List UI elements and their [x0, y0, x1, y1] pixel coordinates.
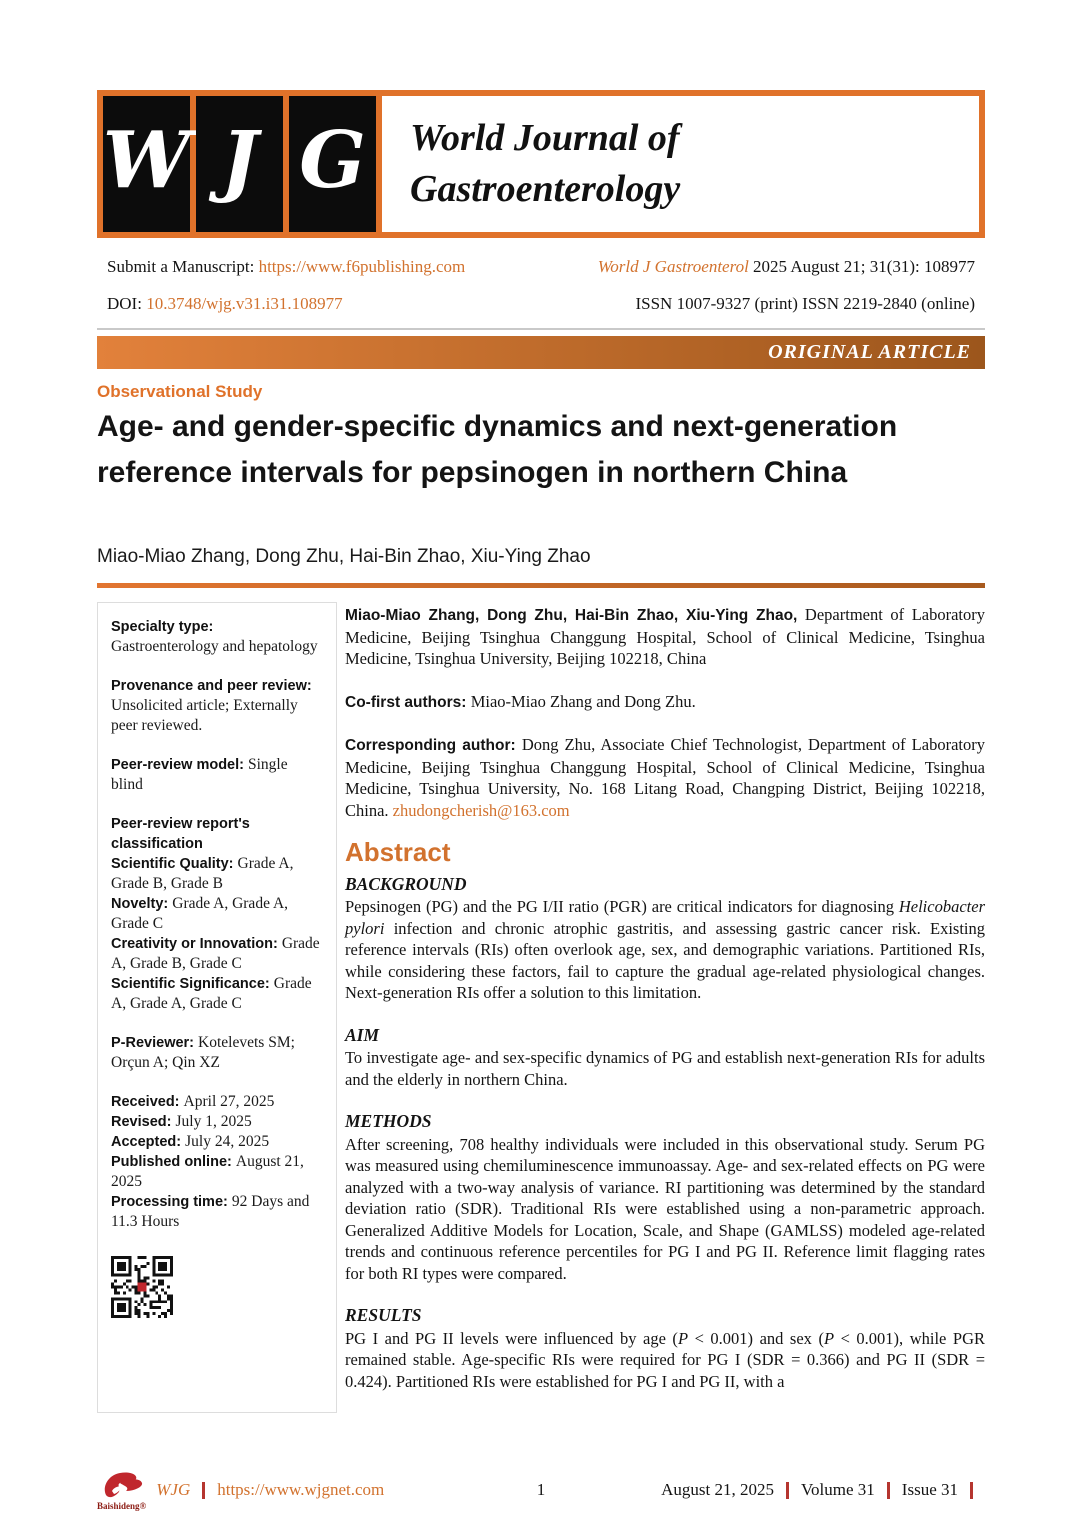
footer-separator-4 — [970, 1482, 973, 1499]
sidebar-significance — [111, 974, 323, 1014]
footer-url-link[interactable]: https://www.wjgnet.com — [217, 1480, 385, 1499]
logo-letter-w: W — [103, 96, 196, 232]
manuscript-meta-row — [107, 257, 975, 277]
footer-separator-3 — [887, 1482, 890, 1499]
page-footer — [97, 1462, 985, 1518]
abstract-heading: Abstract — [345, 837, 451, 867]
methods-paragraph: After screening, 708 healthy individuals were included in this observational study. Serum PG was measured using chemiluminescence immunoassay. Age- and sex-related effects on PG were analyzed with a two-way analysis of variance. RI partitioning was determined by the standard deviation ratio (SDR). Traditional RIs were established using a non-parametric approach. Generalized Additive Models for Location, Scale, and Shape (GAMLSS) modeled age-related trends and continuous reference percentiles for PG I and PG II. Reference limit flagging rates for both RI types were compared. — [345, 1134, 985, 1283]
citation — [598, 257, 975, 277]
footer-brand: WJG — [156, 1480, 191, 1499]
footer-separator-1 — [202, 1482, 205, 1499]
doi-issn-row — [107, 294, 975, 314]
footer-issue: Issue 31 — [901, 1480, 958, 1499]
citation-journal: World J Gastroenterol — [597, 257, 749, 276]
sidebar-provenance-value: Unsolicited article; Externally peer reviewed. — [111, 697, 298, 734]
sidebar-revised-label: Revised: — [111, 1114, 176, 1130]
sidebar-review-model-label: Peer-review model: — [111, 757, 248, 773]
background-text-2: infection and chronic atrophic gastritis, and assessing gastric cancer risk. Existing reference intervals (RIs) often overlook age, sex, and demographic variations. Partitioned RIs, while considering these factors, fail to capture the gradual age-related physiological changes. Next-generation RIs offer a solution to this limitation. — [345, 918, 985, 1002]
sidebar-previewer — [111, 1033, 323, 1073]
background-heading: BACKGROUND — [345, 873, 467, 894]
sidebar-creativity-label: Creativity or Innovation: — [111, 936, 282, 952]
affiliation-authors: Miao-Miao Zhang, Dong Zhu, Hai-Bin Zhao, Xiu-Ying Zhao, — [345, 607, 798, 624]
sidebar-processing-time-label: Processing time: — [111, 1194, 232, 1210]
content-columns — [97, 602, 985, 1413]
sidebar-published — [111, 1152, 323, 1192]
sidebar-received-label: Received: — [111, 1094, 184, 1110]
page-number: 1 — [536, 1480, 546, 1499]
logo-letter-j: J — [196, 96, 289, 232]
background-italic-term: Helicobacter pylori — [345, 897, 985, 938]
sidebar-revised-value: July 1, 2025 — [175, 1113, 252, 1130]
sidebar-accepted-value: July 24, 2025 — [185, 1133, 270, 1150]
background-text-1: Pepsinogen (PG) and the PG I/II ratio (PGR) are critical indicators for diagnosing — [345, 897, 899, 916]
aim-heading: AIM — [345, 1024, 380, 1045]
sidebar-novelty-label: Novelty: — [111, 896, 173, 912]
footer-separator-2 — [786, 1482, 789, 1499]
submit-label: Submit a Manuscript: — [107, 257, 259, 276]
metadata-sidebar — [97, 602, 337, 1413]
article-body — [345, 602, 985, 1413]
sidebar-creativity-value: Grade A, Grade B, Grade C — [111, 935, 320, 972]
sidebar-published-value: August 21, 2025 — [111, 1153, 304, 1190]
article-type: Observational Study — [97, 382, 263, 401]
corresponding-value: Dong Zhu, Associate Chief Technologist, Department of Laboratory Medicine, Beijing Tsinghua Changgung Hospital, School of Clinical Medicine, Tsinghua Medicine, Tsinghua University, No. 168 Litang Road, Changping District, Beijing 102218, China. — [345, 735, 985, 820]
cofirst-label: Co-first authors: — [345, 693, 471, 711]
footer-date: August 21, 2025 — [661, 1480, 774, 1499]
sidebar-scientific-quality — [111, 854, 323, 894]
corresponding-email-link[interactable]: zhudongcherish@163.com — [392, 800, 570, 820]
sidebar-received-value: April 27, 2025 — [183, 1093, 275, 1110]
background-paragraph — [345, 896, 985, 1004]
footer-right — [661, 1480, 985, 1500]
journal-title-line1: World Journal of — [410, 116, 680, 159]
results-text-1: PG I and PG II levels were influenced by age ( — [345, 1328, 678, 1348]
sidebar-specialty-label: Specialty type: — [111, 619, 214, 635]
results-paragraph — [345, 1328, 985, 1393]
submit-manuscript — [107, 257, 465, 277]
sidebar-processing-time — [111, 1192, 323, 1232]
journal-title-line2: Gastroenterology — [410, 168, 681, 210]
doi-label: DOI: — [107, 294, 147, 313]
sidebar-novelty-value: Grade A, Grade A, Grade C — [111, 895, 289, 932]
cofirst-paragraph — [345, 691, 985, 714]
sidebar-specialty-value: Gastroenterology and hepatology — [111, 638, 318, 655]
baishideng-logo-icon — [100, 1469, 144, 1503]
sidebar-creativity — [111, 934, 323, 974]
methods-heading: METHODS — [345, 1111, 432, 1131]
sidebar-specialty — [111, 617, 323, 657]
sidebar-classification-heading — [111, 814, 323, 854]
journal-logo — [97, 90, 985, 238]
sidebar-novelty — [111, 894, 323, 934]
cofirst-value: Miao-Miao Zhang and Dong Zhu. — [470, 691, 696, 711]
sidebar-scientific-quality-label: Scientific Quality: — [111, 856, 238, 872]
sidebar-accepted-label: Accepted: — [111, 1134, 186, 1150]
affiliation-text: Department of Laboratory Medicine, Beijing Tsinghua Changgung Hospital, School of Clinical Medicine, Tsinghua Medicine, Tsinghua University, Beijing 102218, China — [345, 605, 986, 668]
sidebar-review-model — [111, 755, 323, 795]
header-divider — [97, 328, 985, 330]
banner-label: ORIGINAL ARTICLE — [768, 341, 971, 363]
sidebar-provenance-label: Provenance and peer review: — [111, 678, 312, 694]
sidebar-published-label: Published online: — [111, 1154, 236, 1170]
logo-letter-g: G — [289, 96, 382, 232]
aim-paragraph: To investigate age- and sex-specific dynamics of PG and establish next-generation RIs for adults and the elderly in northern China. — [345, 1048, 985, 1089]
sidebar-accepted — [111, 1132, 323, 1152]
sidebar-previewer-label: P-Reviewer: — [111, 1035, 199, 1051]
sidebar-revised — [111, 1112, 323, 1132]
corresponding-label: Corresponding author: — [345, 737, 522, 754]
journal-title — [382, 96, 979, 232]
sidebar-classification-label: Peer-review report's classification — [111, 816, 250, 852]
footer-left — [97, 1469, 384, 1511]
sidebar-review-model-value: Single blind — [111, 756, 288, 793]
sidebar-scientific-quality-value: Grade A, Grade B, Grade B — [111, 855, 294, 892]
submit-url-link[interactable]: https://www.f6publishing.com — [258, 257, 466, 276]
citation-rest: 2025 August 21; 31(31): 108977 — [748, 257, 975, 276]
results-text-2: < 0.001) and sex ( — [688, 1328, 824, 1348]
sidebar-previewer-value: Kotelevets SM; Orçun A; Qin XZ — [111, 1034, 295, 1071]
issn: ISSN 1007-9327 (print) ISSN 2219-2840 (online) — [635, 294, 975, 313]
affiliation-paragraph — [345, 604, 985, 670]
doi — [107, 294, 343, 314]
baishideng-logo-text: Baishideng® — [97, 1501, 147, 1511]
qr-code[interactable] — [111, 1256, 323, 1324]
authors-divider-rule — [97, 583, 985, 588]
results-heading: RESULTS — [345, 1305, 422, 1325]
sidebar-received — [111, 1092, 323, 1112]
sidebar-processing-time-value: 92 Days and 11.3 Hours — [111, 1193, 310, 1230]
results-text-3: < 0.001), while PGR remained stable. Age-specific RIs were required for PG I (SDR = 0.366) and PG II (SDR = 0.424). Partitioned RIs were established for PG I and PG II, with a — [345, 1328, 985, 1391]
author-list: Miao-Miao Zhang, Dong Zhu, Hai-Bin Zhao, Xiu-Ying Zhao — [97, 546, 591, 567]
corresponding-paragraph — [345, 734, 985, 821]
sidebar-significance-value: Grade A, Grade A, Grade C — [111, 975, 312, 1012]
results-p-italic-1: P — [677, 1328, 689, 1348]
doi-link[interactable]: 10.3748/wjg.v31.i31.108977 — [146, 294, 343, 313]
footer-volume: Volume 31 — [800, 1480, 875, 1499]
article-title: Age- and gender-specific dynamics and next-generation reference intervals for pepsinogen in northern China — [97, 410, 898, 489]
sidebar-provenance — [111, 676, 323, 736]
sidebar-significance-label: Scientific Significance: — [111, 976, 274, 992]
article-category-banner — [97, 336, 985, 369]
baishideng-logo — [97, 1469, 146, 1511]
results-p-italic-2: P — [823, 1328, 835, 1348]
